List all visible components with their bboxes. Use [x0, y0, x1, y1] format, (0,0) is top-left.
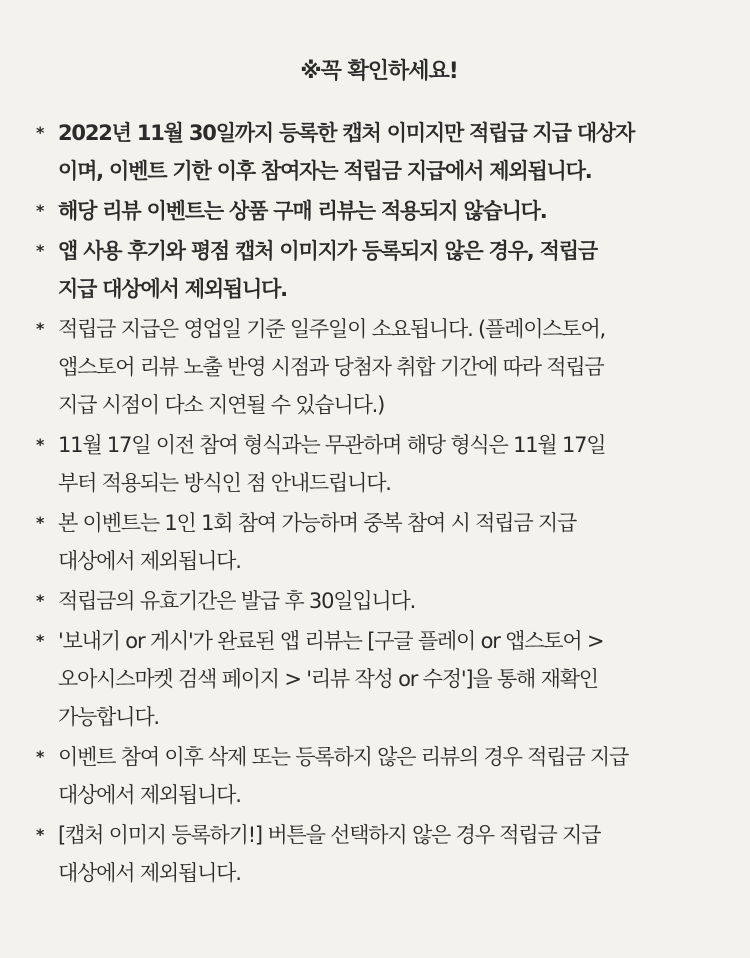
notice-line: 지급 시점이 다소 지연될 수 있습니다.) — [58, 393, 385, 417]
notice-line: 적립금의 유효기간은 발급 후 30일입니다. — [58, 589, 416, 613]
bullet-asterisk-icon: * — [36, 513, 44, 532]
notice-item — [36, 504, 722, 580]
notice-line: '보내기 or 게시'가 완료된 앱 리뷰는 [구글 플레이 or 앱스토어 > — [58, 629, 604, 653]
notice-item — [36, 622, 722, 736]
notice-line: 해당 리뷰 이벤트는 상품 구매 리뷰는 적용되지 않습니다. — [58, 199, 547, 223]
notice-list — [36, 114, 722, 892]
notice-item — [36, 738, 722, 814]
notice-item — [36, 114, 722, 190]
bullet-asterisk-icon: * — [36, 201, 44, 220]
bullet-asterisk-icon: * — [36, 319, 44, 338]
notice-line: 지급 대상에서 제외됩니다. — [58, 277, 287, 301]
notice-line: 이벤트 참여 이후 삭제 또는 등록하지 않은 리뷰의 경우 적립금 지급 — [58, 745, 629, 769]
notice-line: 본 이벤트는 1인 1회 참여 가능하며 중복 참여 시 적립금 지급 — [58, 511, 577, 535]
bullet-asterisk-icon: * — [36, 631, 44, 650]
notice-title: ※꼭 확인하세요! — [300, 59, 458, 84]
notice-item — [36, 310, 722, 424]
notice-line: [캡처 이미지 등록하기!] 버튼을 선택하지 않은 경우 적립금 지급 — [58, 823, 601, 847]
notice-line: 대상에서 제외됩니다. — [58, 783, 241, 807]
notice-line: 가능합니다. — [58, 705, 159, 729]
notice-line: 대상에서 제외됩니다. — [58, 861, 241, 885]
notice-item — [36, 192, 722, 230]
notice-line: 앱스토어 리뷰 노출 반영 시점과 당첨자 취합 기간에 따라 적립금 — [58, 355, 604, 379]
notice-item — [36, 426, 722, 502]
notice-line: 대상에서 제외됩니다. — [58, 549, 241, 573]
notice-line: 부터 적용되는 방식인 점 안내드립니다. — [58, 471, 391, 495]
bullet-asterisk-icon: * — [36, 591, 44, 610]
notice-item — [36, 232, 722, 308]
notice-line: 11월 17일 이전 참여 형식과는 무관하며 해당 형식은 11월 17일 — [58, 433, 606, 457]
bullet-asterisk-icon: * — [36, 825, 44, 844]
notice-line: 적립금 지급은 영업일 기준 일주일이 소요됩니다. (플레이스토어, — [58, 317, 606, 341]
notice-item — [36, 816, 722, 892]
bullet-asterisk-icon: * — [36, 123, 44, 142]
notice-line: 앱 사용 후기와 평점 캡처 이미지가 등록되지 않은 경우, 적립금 — [58, 239, 597, 263]
notice-line: 오아시스마켓 검색 페이지 > '리뷰 작성 or 수정']을 통해 재확인 — [58, 667, 598, 691]
notice-line: 이며, 이벤트 기한 이후 참여자는 적립금 지급에서 제외됩니다. — [58, 159, 592, 183]
notice-item — [36, 582, 722, 620]
bullet-asterisk-icon: * — [36, 435, 44, 454]
notice-line: 2022년 11월 30일까지 등록한 캡처 이미지만 적립급 지급 대상자 — [58, 121, 635, 145]
bullet-asterisk-icon: * — [36, 241, 44, 260]
bullet-asterisk-icon: * — [36, 747, 44, 766]
